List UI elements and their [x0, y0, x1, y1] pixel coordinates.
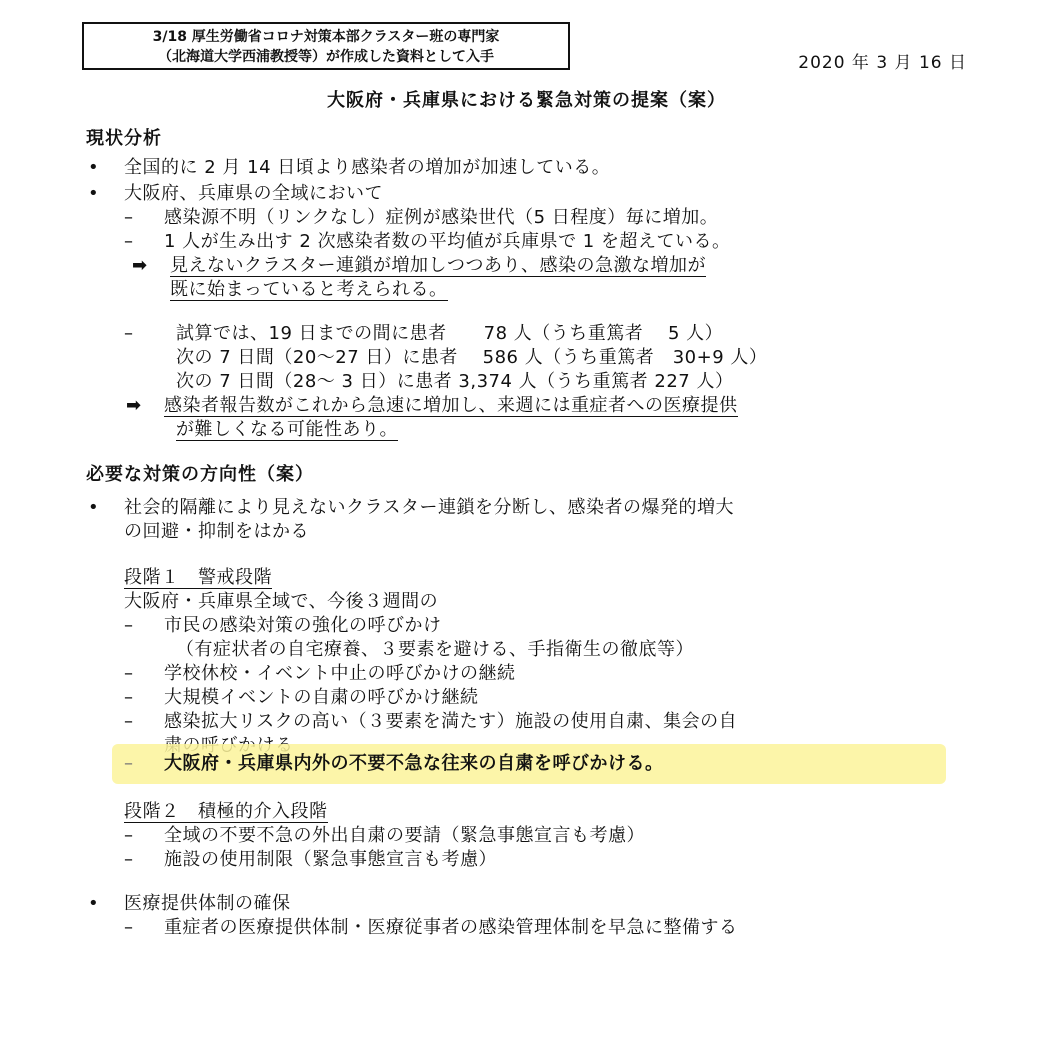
analysis-sub-1: 感染源不明（リンクなし）症例が感染世代（5 日程度）毎に増加。 [164, 207, 719, 228]
arrow-icon: ➡ [132, 255, 148, 276]
dash-mark: – [124, 825, 133, 846]
dash-mark: – [124, 207, 133, 228]
estimate-line-2: 次の 7 日間（20〜27 日）に患者 586 人（うち重篤者 30+9 人） [176, 347, 768, 368]
source-stamp-box [82, 22, 570, 70]
dash-mark: – [124, 687, 133, 708]
bullet-mark: • [88, 497, 99, 518]
dash-mark: – [124, 323, 133, 344]
dash-mark: – [124, 615, 133, 636]
estimate-line-1: 試算では、19 日までの間に患者 78 人（うち重篤者 5 人） [176, 323, 724, 344]
analysis-conclusion-1-line2: 既に始まっていると考えられる。 [170, 279, 448, 300]
section-heading-analysis: 現状分析 [86, 128, 162, 149]
arrow-icon: ➡ [126, 395, 142, 416]
dash-mark: – [124, 849, 133, 870]
stage-1-item-2: 学校休校・イベント中止の呼びかけの継続 [164, 663, 516, 684]
analysis-conclusion-2-line1: 感染者報告数がこれから急速に増加し、来週には重症者への医療提供 [164, 395, 738, 416]
measures-bullet-1-line1: 社会的隔離により見えないクラスター連鎖を分断し、感染者の爆発的増大 [124, 497, 734, 518]
stage-1-title: 段階１ 警戒段階 [124, 567, 272, 588]
stage-1-intro: 大阪府・兵庫県全域で、今後３週間の [124, 591, 439, 612]
stage-1-item-1-line2: （有症状者の自宅療養、３要素を避ける、手指衛生の徹底等） [176, 639, 694, 660]
dash-mark: – [124, 753, 133, 774]
analysis-conclusion-1-line1: 見えないクラスター連鎖が増加しつつあり、感染の急激な増加が [170, 255, 706, 276]
analysis-bullet-2: 大阪府、兵庫県の全域において [124, 183, 383, 204]
dash-mark: – [124, 711, 133, 732]
section-heading-measures: 必要な対策の方向性（案） [86, 464, 314, 485]
dash-mark: – [124, 917, 133, 938]
stage-1-item-5-highlighted: 大阪府・兵庫県内外の不要不急な往来の自粛を呼びかける。 [164, 753, 664, 774]
document-title: 大阪府・兵庫県における緊急対策の提案（案） [327, 90, 726, 111]
estimate-line-3: 次の 7 日間（28〜 3 日）に患者 3,374 人（うち重篤者 227 人） [176, 371, 734, 392]
stage-2-title: 段階２ 積極的介入段階 [124, 801, 328, 822]
analysis-conclusion-2-line2: が難しくなる可能性あり。 [176, 419, 398, 440]
dash-mark: – [124, 663, 133, 684]
measures-bullet-1-line2: の回避・抑制をはかる [124, 521, 309, 542]
bullet-mark: • [88, 183, 99, 204]
stage-2-item-2: 施設の使用制限（緊急事態宣言も考慮） [164, 849, 497, 870]
bullet-mark: • [88, 157, 99, 178]
analysis-sub-2: 1 人が生み出す 2 次感染者数の平均値が兵庫県で 1 を超えている。 [164, 231, 731, 252]
dash-mark: – [124, 231, 133, 252]
stamp-line-1: 3/18 厚生労働省コロナ対策本部クラスター班の専門家 [152, 29, 500, 45]
stamp-line-2: （北海道大学西浦教授等）が作成した資料として入手 [158, 49, 494, 65]
stage-2-item-1: 全域の不要不急の外出自粛の要請（緊急事態宣言も考慮） [164, 825, 645, 846]
stage-1-item-3: 大規模イベントの自粛の呼びかけ継続 [164, 687, 479, 708]
measures-bullet-2: 医療提供体制の確保 [124, 893, 291, 914]
document-date: 2020 年 3 月 16 日 [798, 53, 967, 73]
measures-bullet-2-sub-1: 重症者の医療提供体制・医療従事者の感染管理体制を早急に整備する [164, 917, 738, 938]
stage-1-item-1-line1: 市民の感染対策の強化の呼びかけ [164, 615, 442, 636]
bullet-mark: • [88, 893, 99, 914]
analysis-bullet-1: 全国的に 2 月 14 日頃より感染者の増加が加速している。 [124, 157, 611, 178]
stage-1-item-4-line1: 感染拡大リスクの高い（３要素を満たす）施設の使用自粛、集会の自 [164, 711, 738, 732]
